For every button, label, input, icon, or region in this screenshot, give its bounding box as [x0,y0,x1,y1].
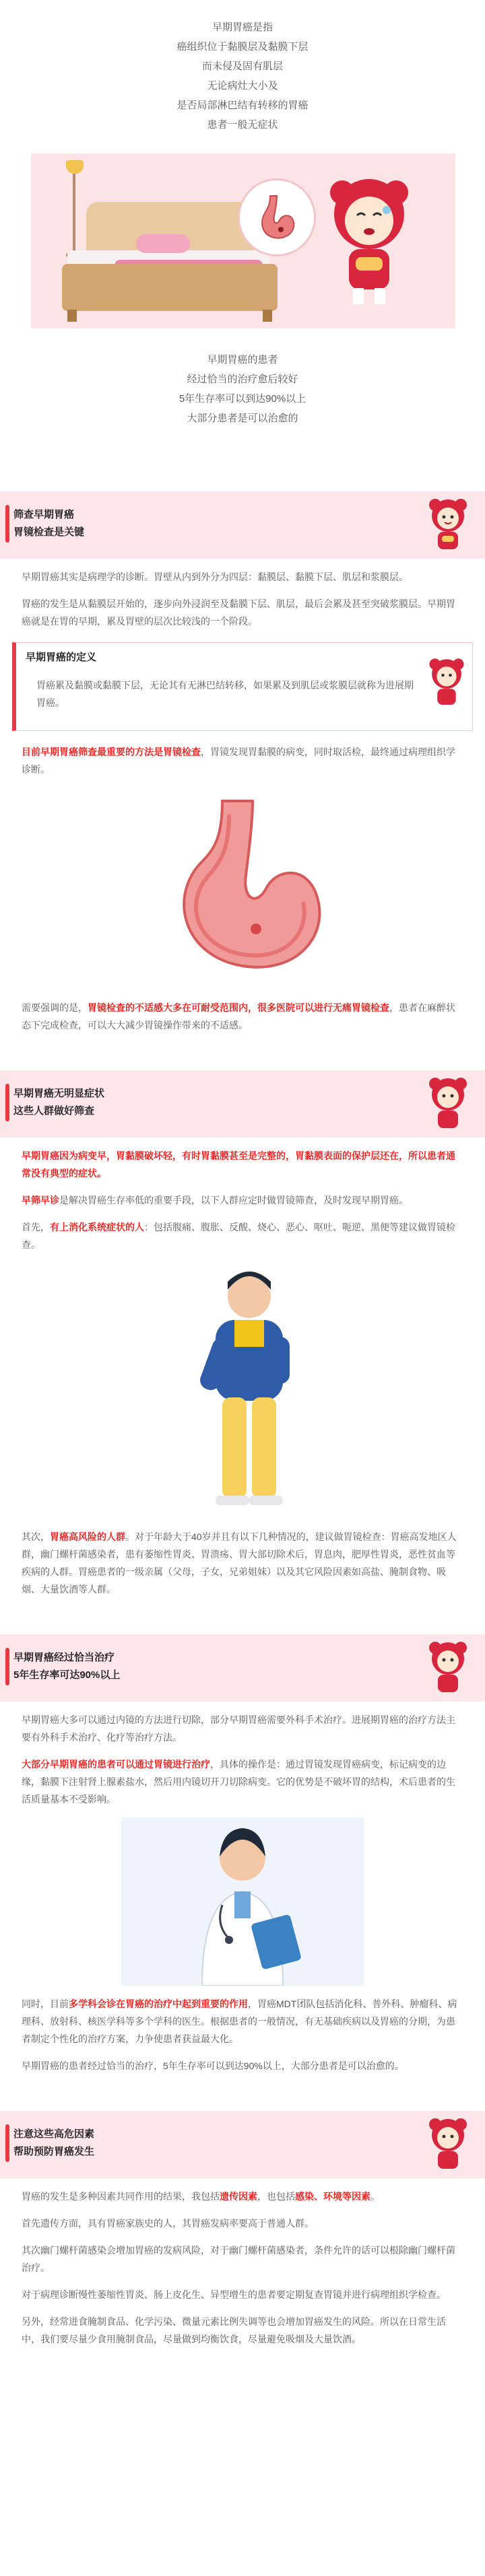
section-title: 早期胃癌无明显症状 这些人群做好筛查 [13,1088,105,1117]
paragraph: 另外，经常进食腌制食品、化学污染、微量元素比例失调等也会增加胃癌发生的风险。所以在日常生活中，我们要尽量少食用腌制食品，尽量做到均衡饮食，尽量避免吸烟及大量饮酒。 [22,2316,446,2344]
paragraph: 需要强调的是，胃镜检查的不适感大多在可耐受范围内，很多医院可以进行无痛胃镜检查，患者在麻醉状态下完成检查，可以大大减少胃镜操作带来的不适感。 [22,1002,455,1031]
paragraph: 早期胃癌大多可以通过内镜的方法进行切除，部分早期胃癌需要外科手术治疗。进展期胃癌的治疗方法主要有外科手术治疗、化疗等治疗方法。 [22,1714,455,1743]
caption-line: 早期胃癌的患者 [207,354,278,365]
caption-line: 大部分患者是可以治愈的 [187,413,298,424]
section-title: 注意这些高危因素 帮助预防胃癌发生 [13,2128,95,2157]
accent-bar [5,1084,9,1121]
mascot-icon [424,497,472,555]
stomach-anatomy-icon [141,788,344,989]
paragraph: 早期胃癌因为病变早，胃黏膜破坏轻，有时胃黏膜甚至是完整的，胃黏膜表面的保护层还在，所以患者通常没有典型的症状。 [22,1150,455,1179]
hero-line: 早期胃癌是指 [212,22,273,33]
paragraph: 对于病理诊断慢性萎缩性胃炎、肠上皮化生、异型增生的患者要定期复查胃镜并进行病理组织学检查。 [22,2289,446,2300]
man-stomachache-icon [148,1263,337,1519]
stomach-illustration [141,788,344,989]
stomach-bubble [240,180,314,254]
paragraph: 其次幽门螺杆菌感染会增加胃癌的发病风险，对于幽门螺杆菌感染者，条件允许的话可以根除幽门螺杆菌治疗。 [22,2245,455,2273]
hero-line: 患者一般无症状 [207,119,278,131]
accent-bar [5,505,9,543]
hero-line: 癌组织位于黏膜层及黏膜下层 [176,41,309,53]
bed-pillow [136,234,190,253]
hero-line: 是否局部淋巴结有转移的胃癌 [176,100,309,111]
mascot-icon [424,1640,472,1698]
bed-frame [62,264,278,311]
patient-illustration [148,1263,337,1519]
hero-intro [0,18,485,135]
paragraph: 大部分早期胃癌的患者可以通过胃镜进行治疗，具体的操作是：通过胃镜发现胃癌病变，标记病变的边缘，黏膜下注射肾上腺素盐水，然后用内镜切开刀切除病变。它的优势是不破坏胃的结构，术后患者的生活质量基本不受影响。 [22,1759,455,1805]
mascot-sick-icon [322,174,416,308]
section-title: 筛查早期胃癌 胃镜检查是关键 [13,509,85,538]
highlight-text: 目前早期胃癌筛查最重要的方法是胃镜检查 [22,746,201,757]
definition-title: 早期胃癌的定义 [26,652,97,663]
definition-text: 胃癌累及黏膜或黏膜下层，无论其有无淋巴结转移，如果累及到肌层或浆膜层就称为进展期胃癌。 [36,680,414,708]
caption-line: 经过恰当的治疗愈后较好 [187,374,298,385]
paragraph: 早筛早诊是解决胃癌生存率低的重要手段，以下人群应定时做胃镜筛查，及时发现早期胃癌。 [22,1195,408,1206]
paragraph: 早期胃癌的患者经过恰当的治疗，5年生存率可以到达90%以上，大部分患者是可以治愈的。 [22,2060,404,2071]
section-header-symptoms [0,1070,485,1138]
stomach-icon [250,190,304,244]
caption-line: 5年生存率可以到达90%以上 [179,393,306,405]
section-header-screening [0,491,485,559]
hero-line: 而未侵及固有肌层 [201,61,283,72]
hero-caption [0,350,485,428]
paragraph: 同时，目前多学科会诊在胃癌的治疗中起到重要的作用，胃癌MDT团队包括消化科、普外科、肿瘤科、病理科、放射科、核医学科等多个学科的医生。根据患者的一般情况，有无基础疾病以及胃癌的分期，为患者制定个性化的治疗方案，力争使患者获益最大化。 [22,1998,457,2044]
paragraph: 目前早期胃癌筛查最重要的方法是胃镜检查，胃镜发现胃黏膜的病变，同时取活检，最终通过病理组织学诊断。 [22,746,455,775]
doctor-icon [121,1817,364,1986]
accent-bar [5,2124,9,2162]
section-title: 早期胃癌经过恰当治疗 5年生存率可达90%以上 [13,1652,121,1681]
paragraph: 胃癌的发生是从黏膜层开始的，逐步向外浸润至及黏膜下层、肌层，最后会累及甚至突破浆膜层。早期胃癌就是在胃的早期，累及胃壁的层次比较浅的一个阶段。 [22,598,455,627]
lamp-illustration [73,167,75,254]
doctor-illustration [121,1817,364,1986]
accent-bar [5,1648,9,1685]
definition-box [12,642,473,731]
mascot-icon [424,2116,472,2174]
section-header-treatment [0,1634,485,1702]
paragraph: 首先遗传方面，具有胃癌家族史的人，其胃癌发病率要高于普通人群。 [22,2218,314,2229]
mascot-icon [425,656,468,710]
paragraph: 早期胃癌其实是病理学的诊断。胃壁从内到外分为四层：黏膜层、黏膜下层、肌层和浆膜层。 [22,571,408,582]
paragraph: 其次，胃癌高风险的人群。对于年龄大于40岁并且有以下几种情况的，建议做胃镜检查：胃癌高发地区人群，幽门螺杆菌感染者，患有萎缩性胃炎、胃溃疡、胃大部切除术后，胃息肉，肥厚性胃炎，恶性贫血等疾病的人群。胃癌患者的一级亲属（父母，子女，兄弟姐妹）以及其它风险因素如高盐、腌制食物、吸烟、大量饮酒等人群。 [22,1531,457,1595]
hero-section [0,0,485,424]
section-header-prevention [0,2111,485,2178]
hero-line: 无论病灶大小及 [207,80,278,92]
mascot-icon [424,1076,472,1134]
paragraph: 胃癌的发生是多种因素共同作用的结果，我包括遗传因素，也包括感染、环境等因素。 [22,2191,380,2202]
paragraph: 首先，有上消化系统症状的人：包括腹痛、腹胀、反酸、烧心、恶心、呕吐、呃逆、黑便等建议做胃镜检查。 [22,1222,455,1250]
